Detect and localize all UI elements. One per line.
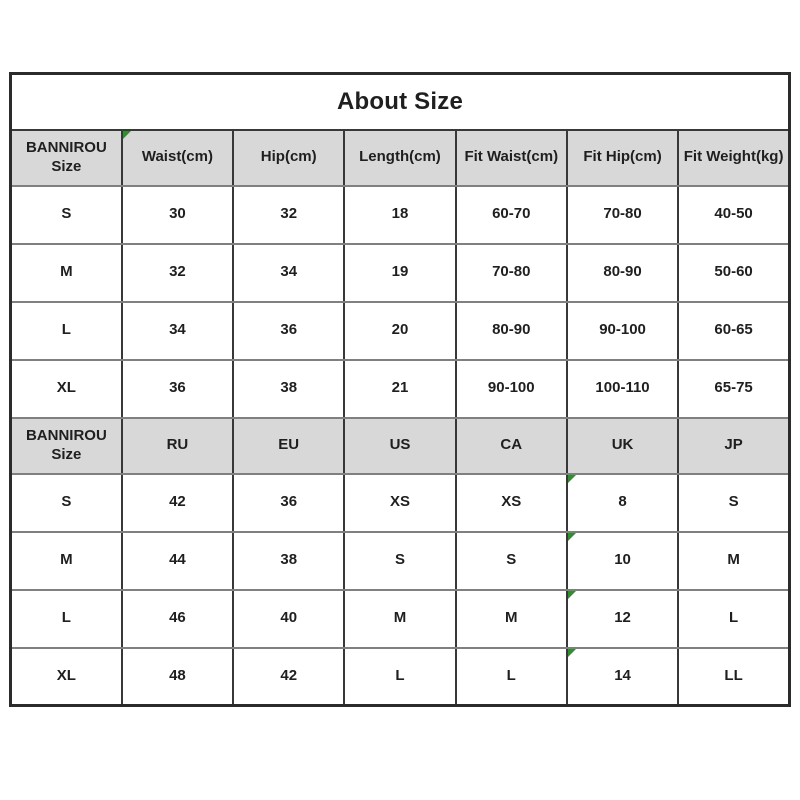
data-cell: 34	[122, 302, 233, 360]
column-header-fit-weight	[678, 130, 789, 186]
data-cell: 36	[233, 302, 344, 360]
data-cell: 21	[344, 360, 455, 418]
size-cell: L	[11, 302, 122, 360]
cell-flag-icon	[568, 591, 576, 599]
cell-flag-icon	[568, 649, 576, 657]
column-header-label: JP	[724, 436, 743, 454]
data-cell: 30	[122, 186, 233, 244]
data-cell: M	[344, 590, 455, 648]
data-cell: 19	[344, 244, 455, 302]
data-cell: L	[678, 590, 789, 648]
column-header-label: Hip(cm)	[260, 148, 317, 166]
data-cell: M	[678, 532, 789, 590]
data-cell: 38	[233, 532, 344, 590]
brand-size-label: Size	[51, 157, 82, 175]
table-row	[11, 360, 790, 418]
data-cell: 70-80	[456, 244, 567, 302]
column-header-jp	[678, 418, 789, 474]
data-cell: XS	[456, 474, 567, 532]
cell-flag-icon	[123, 131, 131, 139]
data-cell: 80-90	[567, 244, 678, 302]
column-header-fit-waist	[456, 130, 567, 186]
data-cell-value: 8	[618, 493, 627, 511]
cell-flag-icon	[568, 475, 576, 483]
data-cell: M	[456, 590, 567, 648]
column-header-label: Length(cm)	[359, 148, 441, 166]
brand-name: BANNIROU	[25, 138, 107, 156]
data-cell: 48	[122, 648, 233, 706]
column-header-ru	[122, 418, 233, 474]
column-header-label: Fit Hip(cm)	[583, 148, 662, 166]
data-cell	[567, 532, 678, 590]
size-cell: XL	[11, 360, 122, 418]
table-row	[11, 532, 790, 590]
data-cell: 90-100	[456, 360, 567, 418]
data-cell: L	[456, 648, 567, 706]
cell-flag-icon	[568, 533, 576, 541]
data-cell: 50-60	[678, 244, 789, 302]
data-cell: 18	[344, 186, 455, 244]
section2-header-row	[11, 418, 790, 474]
data-cell: L	[344, 648, 455, 706]
data-cell: 20	[344, 302, 455, 360]
size-cell: M	[11, 532, 122, 590]
data-cell-value: 12	[614, 609, 631, 627]
data-cell: 36	[122, 360, 233, 418]
section1-header-row	[11, 130, 790, 186]
column-header-label: Fit Weight(kg)	[683, 148, 784, 166]
table-row	[11, 244, 790, 302]
column-header-brand-size	[11, 418, 122, 474]
column-header-us	[344, 418, 455, 474]
data-cell: 90-100	[567, 302, 678, 360]
column-header-waist	[122, 130, 233, 186]
table-row	[11, 302, 790, 360]
data-cell: S	[344, 532, 455, 590]
data-cell: 60-70	[456, 186, 567, 244]
data-cell: S	[456, 532, 567, 590]
column-header-label: EU	[278, 436, 300, 454]
data-cell: 38	[233, 360, 344, 418]
data-cell: 40-50	[678, 186, 789, 244]
column-header-eu	[233, 418, 344, 474]
column-header-label: CA	[500, 436, 523, 454]
column-header-hip	[233, 130, 344, 186]
column-header-fit-hip	[567, 130, 678, 186]
brand-size-label: Size	[51, 445, 82, 463]
data-cell	[567, 648, 678, 706]
table-row	[11, 474, 790, 532]
data-cell: 32	[122, 244, 233, 302]
size-cell: S	[11, 474, 122, 532]
data-cell-value: 14	[614, 666, 631, 684]
size-cell: L	[11, 590, 122, 648]
data-cell	[567, 590, 678, 648]
column-header-label: US	[389, 436, 411, 454]
data-cell: 34	[233, 244, 344, 302]
size-cell: XL	[11, 648, 122, 706]
data-cell: 100-110	[567, 360, 678, 418]
size-cell: S	[11, 186, 122, 244]
column-header-brand-size	[11, 130, 122, 186]
data-cell: 32	[233, 186, 344, 244]
data-cell: 80-90	[456, 302, 567, 360]
data-cell: 36	[233, 474, 344, 532]
title-row	[11, 74, 790, 130]
data-cell	[567, 474, 678, 532]
data-cell: 40	[233, 590, 344, 648]
data-cell: S	[678, 474, 789, 532]
column-header-label: RU	[166, 436, 189, 454]
table-row	[11, 648, 790, 706]
data-cell-value: 10	[614, 551, 631, 569]
data-cell: 46	[122, 590, 233, 648]
data-cell: 42	[233, 648, 344, 706]
data-cell: LL	[678, 648, 789, 706]
column-header-length	[344, 130, 455, 186]
data-cell: 60-65	[678, 302, 789, 360]
table-row	[11, 590, 790, 648]
page-title: About Size	[11, 74, 790, 130]
data-cell: 65-75	[678, 360, 789, 418]
column-header-uk	[567, 418, 678, 474]
size-cell: M	[11, 244, 122, 302]
data-cell: XS	[344, 474, 455, 532]
brand-name: BANNIROU	[25, 426, 107, 444]
column-header-label: UK	[611, 436, 634, 454]
size-chart-table	[9, 72, 791, 707]
column-header-label: Waist(cm)	[141, 148, 213, 166]
data-cell: 44	[122, 532, 233, 590]
data-cell: 42	[122, 474, 233, 532]
table-row	[11, 186, 790, 244]
column-header-label: Fit Waist(cm)	[464, 148, 559, 166]
data-cell: 70-80	[567, 186, 678, 244]
column-header-ca	[456, 418, 567, 474]
